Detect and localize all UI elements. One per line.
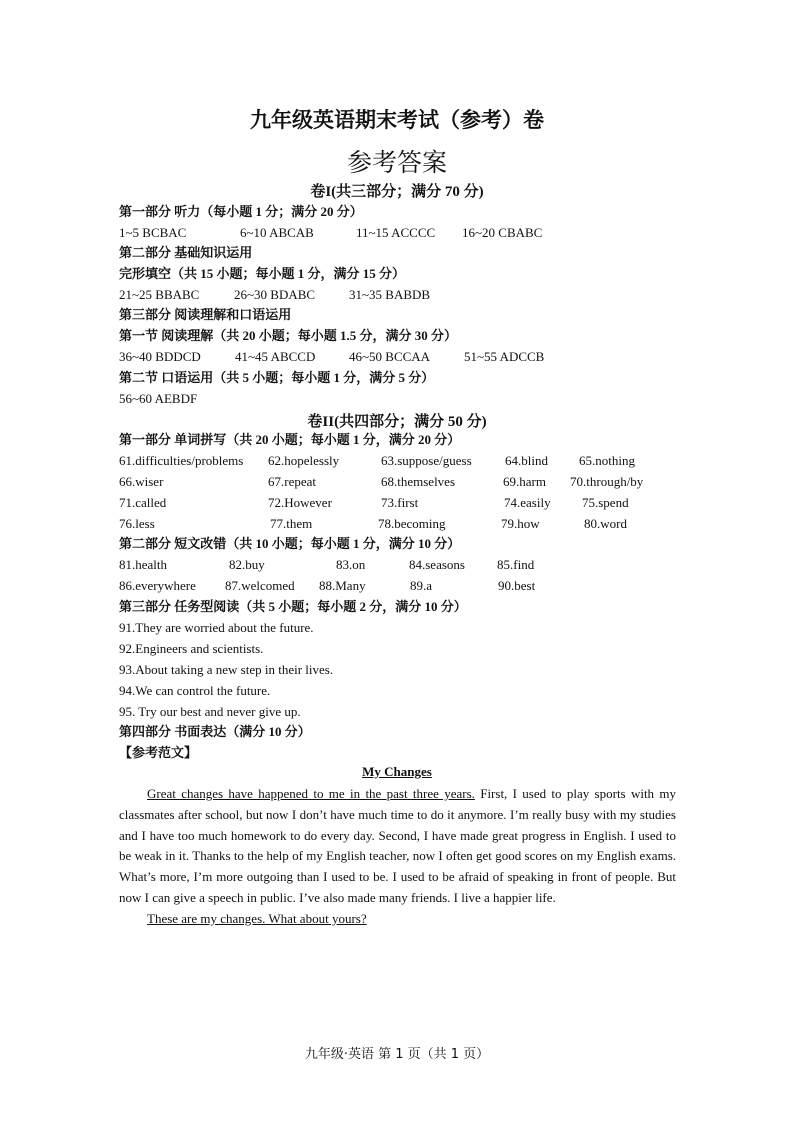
answer-item: 88.Many [319,578,366,593]
answer-item: 77.them [270,516,313,531]
answer-item: 69.harm [503,474,546,489]
answer-item: 62.hopelessly [268,453,340,468]
listening-section-title: 第一部分 听力（每小题 1 分；满分 20 分） [119,204,363,219]
answer-item: 89.a [410,578,433,593]
answer-item: 76.less [119,516,155,531]
essay-paragraph [119,784,676,909]
oral-section-title: 第二节 口语运用（共 5 小题；每小题 1 分，满分 5 分） [119,370,435,385]
sample-essay [119,784,676,930]
answer-item: 70.through/by [570,474,644,489]
answer-item: 65.nothing [579,453,635,468]
answer-group: 16~20 CBABC [462,225,543,240]
answer-item: 85.find [497,557,535,572]
answer-item: 71.called [119,495,167,510]
answer-item: 75.spend [582,495,629,510]
answer-item: 86.everywhere [119,578,196,593]
answer-item: 78.becoming [378,516,446,531]
answer-item: 87.welcomed [225,578,295,593]
answer-item: 79.how [501,516,540,531]
answer-item: 72.However [268,495,332,510]
answer-key-title: 参考答案 [346,148,447,177]
task-answer: 94.We can control the future. [119,683,271,698]
answer-group: 31~35 BABDB [349,287,431,302]
answer-item: 81.health [119,557,168,572]
answer-item: 90.best [498,578,536,593]
answer-group: 46~50 BCCAA [349,349,431,364]
cloze-section-title: 完形填空（共 15 小题；每小题 1 分，满分 15 分） [119,266,406,281]
answer-item: 83.on [336,557,366,572]
writing-section-title: 第四部分 书面表达（满分 10 分） [119,724,311,739]
answer-item: 82.buy [229,557,265,572]
reading-oral-section-title: 第三部分 阅读理解和口语运用 [119,307,292,322]
answer-group: 41~45 ABCCD [235,349,316,364]
task-answer: 93.About taking a new step in their lives. [119,662,334,677]
answer-item: 67.repeat [268,474,317,489]
task-answer: 91.They are worried about the future. [119,620,314,635]
answer-group: 21~25 BBABC [119,287,200,302]
essay-body: First, I used to play sports with my classmates after school, but now I don’t have much time to do it anymore. I’m really busy with my studies and I have too much homework to do every day. Second, I have made great progress in English. I used to be weak in it. Thanks to the help of my English teacher, now I often get good scores on my English exams. What’s more, I’m more outgoing than I used to be. I used to be afraid of speaking in front of people. But now I can give a speech in public. I’ve also made many friends. I live a happier life. [119,786,676,905]
page-footer: 九年级·英语 第 1 页（共 1 页） [304,1047,490,1062]
answer-item: 74.easily [504,495,551,510]
answer-group: 11~15 ACCCC [356,225,436,240]
answer-item: 73.first [381,495,419,510]
answer-item: 64.blind [505,453,548,468]
essay-paragraph [119,909,676,930]
answer-item: 68.themselves [381,474,456,489]
answer-group: 6~10 ABCAB [240,225,314,240]
answer-group: 26~30 BDABC [234,287,316,302]
answer-group: 1~5 BCBAC [119,225,187,240]
task-answer: 92.Engineers and scientists. [119,641,264,656]
answer-item: 66.wiser [119,474,164,489]
spelling-section-title: 第一部分 单词拼写（共 20 小题；每小题 1 分，满分 20 分） [119,432,461,447]
exam-title: 九年级英语期末考试（参考）卷 [250,108,544,132]
answer-group: 51~55 ADCCB [464,349,545,364]
answer-group: 56~60 AEBDF [119,391,198,406]
answer-item: 80.word [584,516,627,531]
essay-title: My Changes [362,764,432,779]
basic-knowledge-section-title: 第二部分 基础知识运用 [119,245,253,260]
reading-section-title: 第一节 阅读理解（共 20 小题；每小题 1.5 分，满分 30 分） [119,328,458,343]
essay-intro: Great changes have happened to me in the past three years. [147,786,475,801]
answer-item: 61.difficulties/problems [119,453,244,468]
answer-group: 36~40 BDDCD [119,349,201,364]
essay-ending: These are my changes. What about yours? [147,910,367,926]
task-answer: 95. Try our best and never give up. [119,704,301,719]
correction-section-title: 第二部分 短文改错（共 10 小题；每小题 1 分，满分 10 分） [119,536,461,551]
sample-essay-label: 【参考范文】 [119,745,198,760]
answer-item: 84.seasons [409,557,465,572]
volume-2-heading: 卷II(共四部分；满分 50 分) [307,414,487,430]
task-reading-section-title: 第三部分 任务型阅读（共 5 小题；每小题 2 分，满分 10 分） [119,599,467,614]
volume-1-heading: 卷I(共三部分；满分 70 分) [310,184,484,200]
answer-item: 63.suppose/guess [381,453,472,468]
